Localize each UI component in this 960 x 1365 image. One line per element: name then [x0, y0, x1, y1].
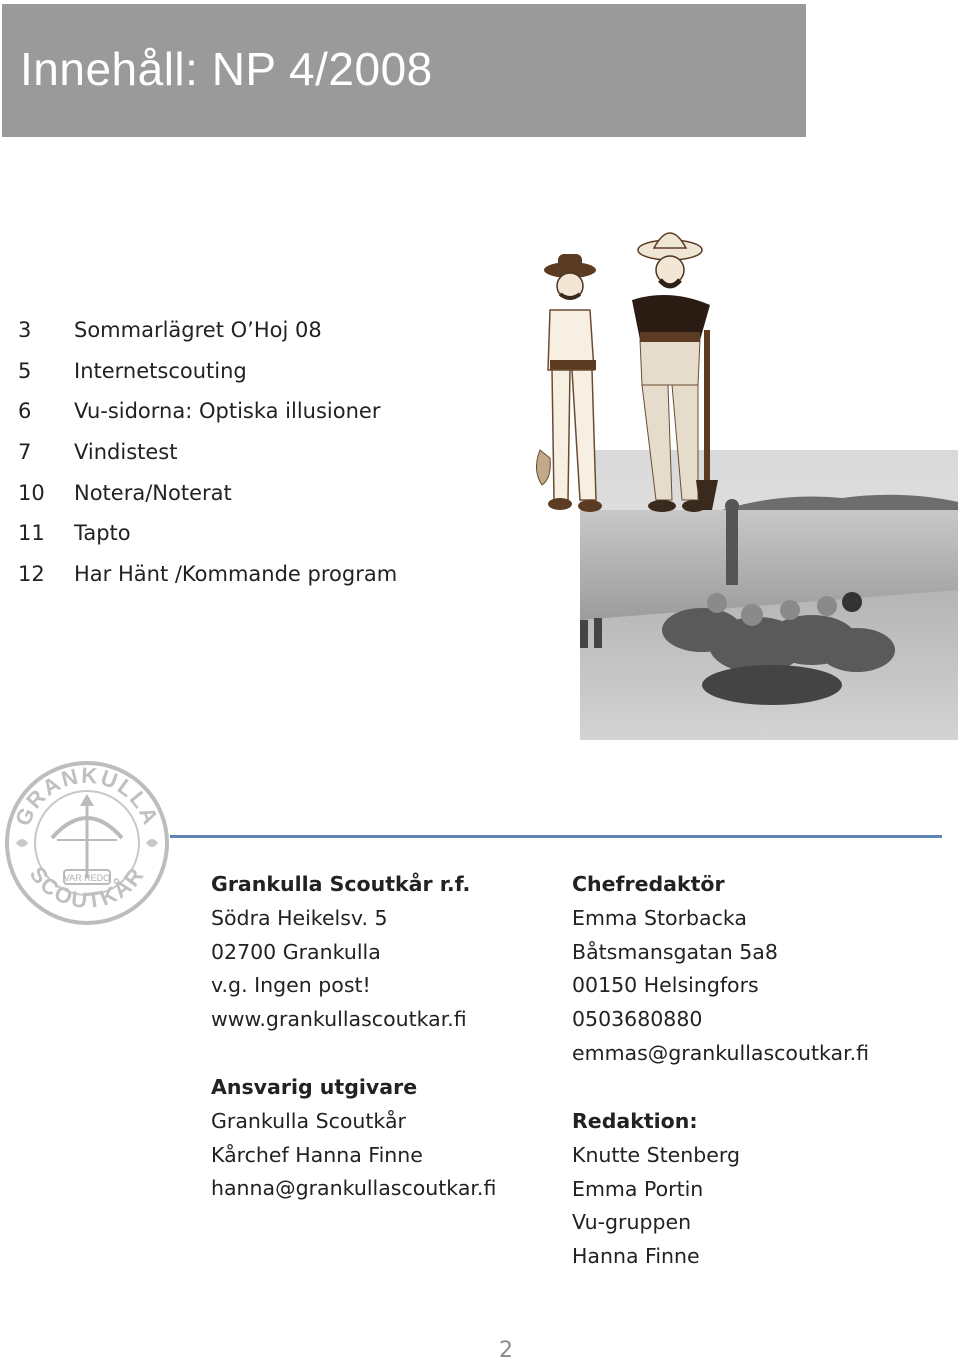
svg-text:SCOUTKÅR: SCOUTKÅR — [24, 861, 150, 914]
toc-title: Notera/Noterat — [74, 480, 232, 505]
toc-page-number: 10 — [18, 480, 45, 505]
toc-title: Tapto — [74, 521, 131, 546]
table-of-contents — [18, 315, 397, 600]
responsible-heading: Ansvarig utgivare — [211, 1075, 418, 1099]
lake-photo — [580, 450, 958, 740]
toc-item — [18, 396, 397, 437]
editorial-heading: Redaktion: — [572, 1109, 698, 1133]
toc-title: Sommarlägret O’Hoj 08 — [74, 318, 322, 342]
editor-phone: 0503680880 — [572, 1007, 703, 1032]
editor-email: emmas@grankullascoutkar.fi — [572, 1040, 870, 1065]
editor-heading: Chefredaktör — [572, 872, 725, 896]
publisher-city: 02700 Grankulla — [211, 939, 381, 964]
editor-street: Båtsmansgatan 5a8 — [572, 939, 778, 964]
title-bar — [2, 4, 806, 137]
editorial-member: Vu-gruppen — [572, 1210, 692, 1235]
cover-photo-collage — [522, 210, 958, 740]
publisher-note: v.g. Ingen post! — [211, 973, 371, 998]
publisher-street: Södra Heikelsv. 5 — [211, 905, 388, 930]
page-title: Innehåll: NP 4/2008 — [20, 43, 433, 95]
svg-text:VAR REDO: VAR REDO — [63, 873, 111, 883]
toc-page-number: 3 — [18, 318, 32, 342]
page-number: 2 — [499, 1338, 513, 1363]
toc-page-number: 7 — [18, 440, 32, 465]
section-divider — [170, 835, 942, 838]
editorial-team — [572, 1105, 740, 1274]
toc-item — [18, 315, 397, 356]
toc-item — [18, 559, 397, 600]
toc-page-number: 11 — [18, 521, 45, 546]
responsible-publisher-info — [211, 1071, 496, 1206]
editor-info — [572, 868, 869, 1071]
toc-item — [18, 518, 397, 559]
toc-page-number: 6 — [18, 399, 32, 424]
responsible-email: hanna@grankullascoutkar.fi — [211, 1176, 497, 1201]
toc-item — [18, 356, 397, 397]
publisher-name: Grankulla Scoutkår r.f. — [211, 872, 471, 896]
toc-title: Har Hänt /Kommande program — [74, 562, 398, 587]
publisher-website: www.grankullascoutkar.fi — [211, 1007, 467, 1032]
editorial-member: Knutte Stenberg — [572, 1142, 740, 1167]
publisher-info — [211, 868, 470, 1037]
responsible-org: Grankulla Scoutkår — [211, 1108, 406, 1133]
editorial-member: Hanna Finne — [572, 1244, 700, 1269]
toc-title: Vu-sidorna: Optiska illusioner — [74, 399, 381, 424]
editor-name: Emma Storbacka — [572, 905, 747, 930]
editor-city: 00150 Helsingfors — [572, 973, 759, 998]
toc-title: Internetscouting — [74, 358, 247, 383]
toc-page-number: 5 — [18, 358, 32, 383]
toc-item — [18, 478, 397, 519]
toc-title: Vindistest — [74, 440, 178, 465]
responsible-person: Kårchef Hanna Finne — [211, 1142, 423, 1167]
toc-page-number: 12 — [18, 562, 45, 587]
toc-item — [18, 437, 397, 478]
grankulla-scoutkar-logo — [2, 758, 172, 928]
editorial-member: Emma Portin — [572, 1176, 704, 1201]
svg-text:GRANKULLA: GRANKULLA — [9, 762, 165, 830]
